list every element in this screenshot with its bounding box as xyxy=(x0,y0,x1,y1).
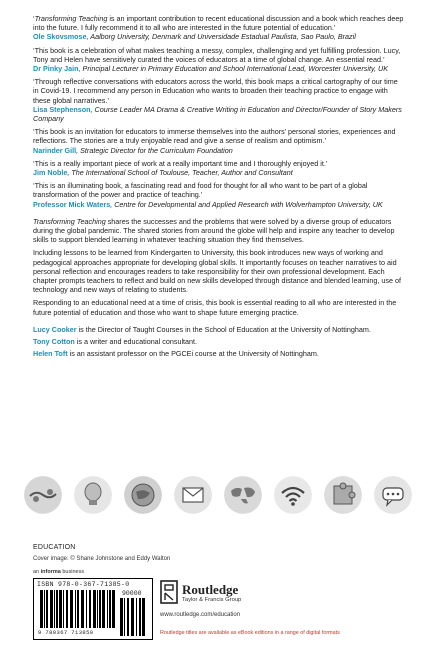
endorser-role: , Centre for Developmental and Applied Research with Wolverhampton University, UK xyxy=(110,199,383,209)
author-bio: Lucy Cooker is the Director of Taught Courses in the School of Education at the University of Nottingham. xyxy=(33,324,371,334)
handshake-doodle-icon xyxy=(24,476,62,514)
author-name: Helen Toft xyxy=(33,349,68,359)
endorser-name: Professor Mick Waters xyxy=(33,199,111,209)
endorsement: ‘Transforming Teaching is an important contribution to recent educational discussion and a book which reaches deep into the future. I fully recommend it to all who are interested in the future potential of education.’ Ole Skovsmose, Aalborg University, Denmark and Universidade Estadual Paulista, Sao Paulo, Brazil xyxy=(33,14,404,42)
author-bios xyxy=(33,325,405,359)
endorser-role: , The International School of Toulouse, Teacher, Author and Consultant xyxy=(67,168,293,178)
globe-doodle-icon xyxy=(124,476,162,514)
description-paragraph: Responding to an educational need at a time of crisis, this book is essential reading to all who are interested in the future potential of education and those who want to shape future emerging practice. xyxy=(33,298,397,317)
endorser-name: Dr Pinky Jain xyxy=(33,64,79,74)
publisher-website[interactable]: www.routledge.com/education xyxy=(160,612,241,618)
author-bio: Tony Cotton is a writer and educational consultant. xyxy=(33,337,198,347)
endorsement: ‘Through reflective conversations with educators across the world, this book maps a critical cartography of our time in Covid-19. I recommend any person in Education who wants to broaden their teaching practice to engage with these global narratives.’ Lisa Stephenson, Course Leader MA Drama & Creative Writing in Education and Director/Founder of Story Makers Company xyxy=(33,77,402,124)
publisher-name: Routledge xyxy=(182,582,239,597)
endorser-role: , Aalborg University, Denmark and Universidade Estadual Paulista, Sao Paulo, Brazil xyxy=(86,32,356,42)
endorser-name: Lisa Stephenson xyxy=(33,104,91,114)
endorsement: ‘This book is an invitation for educators to immerse themselves into the authors’ personal stories, experiences and reflections. The stories are a truly enjoyable read and give a sense of realism and optimism.’ Narinder Gill, Strategic Director for the Curriculum Foundation xyxy=(33,127,396,155)
informa-tagline: an informa business xyxy=(33,569,85,575)
author-bio: Helen Toft is an assistant professor on the PGCEi course at the University of Nottingham. xyxy=(33,349,319,359)
cover-text xyxy=(33,14,405,362)
ebook-footnote: Routledge titles are available as eBook editions in a range of digital formats xyxy=(160,630,340,636)
endorser-name: Narinder Gill xyxy=(33,145,77,155)
price-barcode-bars xyxy=(120,598,148,636)
endorser-role: , Strategic Director for the Curriculum Foundation xyxy=(76,145,233,155)
endorsement: ‘This is a really important piece of work at a really important time and I thoroughly enjoyed it.’ Jim Noble, The International School of Toulouse, Teacher, Author and Consultant xyxy=(33,158,328,178)
endorser-role: , Principal Lecturer in Primary Education and School International Lead, Worcester University, UK xyxy=(78,64,389,74)
wifi-icon xyxy=(274,476,312,514)
endorsement: ‘This book is a celebration of what makes teaching a messy, complex, challenging and yet fulfilling profession. Lucy, Tony and Helen have sensitively curated the voices of educators at a time of global change. An essential read.’ Dr Pinky Jain, Principal Lecturer in Primary Education and School International Lead, Worcester University, UK xyxy=(33,45,401,74)
endorsement: ‘This is an illuminating book, a fascinating read and food for thought for all who want to be part of a global transformation of the power and practice of teaching.’ Professor Mick Waters, Centre for Developmental and Applied Research with Wolverhampton University, UK xyxy=(33,181,383,209)
isbn-text: ISBN 978-0-367-71385-0 xyxy=(37,581,130,588)
author-name: Lucy Cooker xyxy=(33,324,77,334)
endorser-name: Jim Noble xyxy=(33,168,68,178)
barcode-digits: 9 780367 713850 xyxy=(38,629,94,636)
routledge-logo-icon xyxy=(160,580,178,604)
author-name: Tony Cotton xyxy=(33,337,75,347)
puzzle-icon xyxy=(324,476,362,514)
publisher-group: Taylor & Francis Group xyxy=(182,597,242,603)
category-label: EDUCATION xyxy=(33,544,76,551)
publisher-logo xyxy=(160,580,242,609)
lightbulb-doodle-icon xyxy=(74,476,112,514)
endorser-name: Ole Skovsmose xyxy=(33,32,87,42)
barcode-bars xyxy=(40,590,116,628)
description-paragraph: Including lessons to be learned from Kindergarten to University, this book introduces new ways of working and pedagogical approaches appropriate for developing global skills. It importantly focuses on teacher narratives to aid personal reflection and encourages readers to take responsibility for their own professional development. Each chapter prompts teachers to reflect and build on new skills developed through distance and blended learning, use of technology and new ways of relating to students. xyxy=(33,248,401,295)
cover-credit: Cover image: © Shane Johnstone and Eddy Walton xyxy=(33,556,171,562)
endorser-role: , Course Leader MA Drama & Creative Writing in Education and Director/Founder of Story Makers Company xyxy=(33,104,402,124)
book-description xyxy=(33,217,405,317)
speech-bubble-icon xyxy=(374,476,412,514)
description-paragraph: Transforming Teaching shares the successes and the problems that were solved by a diverse group of educators during the global pandemic. The shared stories from around the globe will help and inspire any teacher to develop skills to support blended learning in whatever teaching situation they find themselves. xyxy=(33,216,395,245)
isbn-barcode xyxy=(33,578,153,640)
world-map-icon xyxy=(224,476,262,514)
icon-row xyxy=(24,476,414,522)
envelope-doodle-icon xyxy=(174,476,212,514)
price-code: 90000 xyxy=(122,590,142,597)
